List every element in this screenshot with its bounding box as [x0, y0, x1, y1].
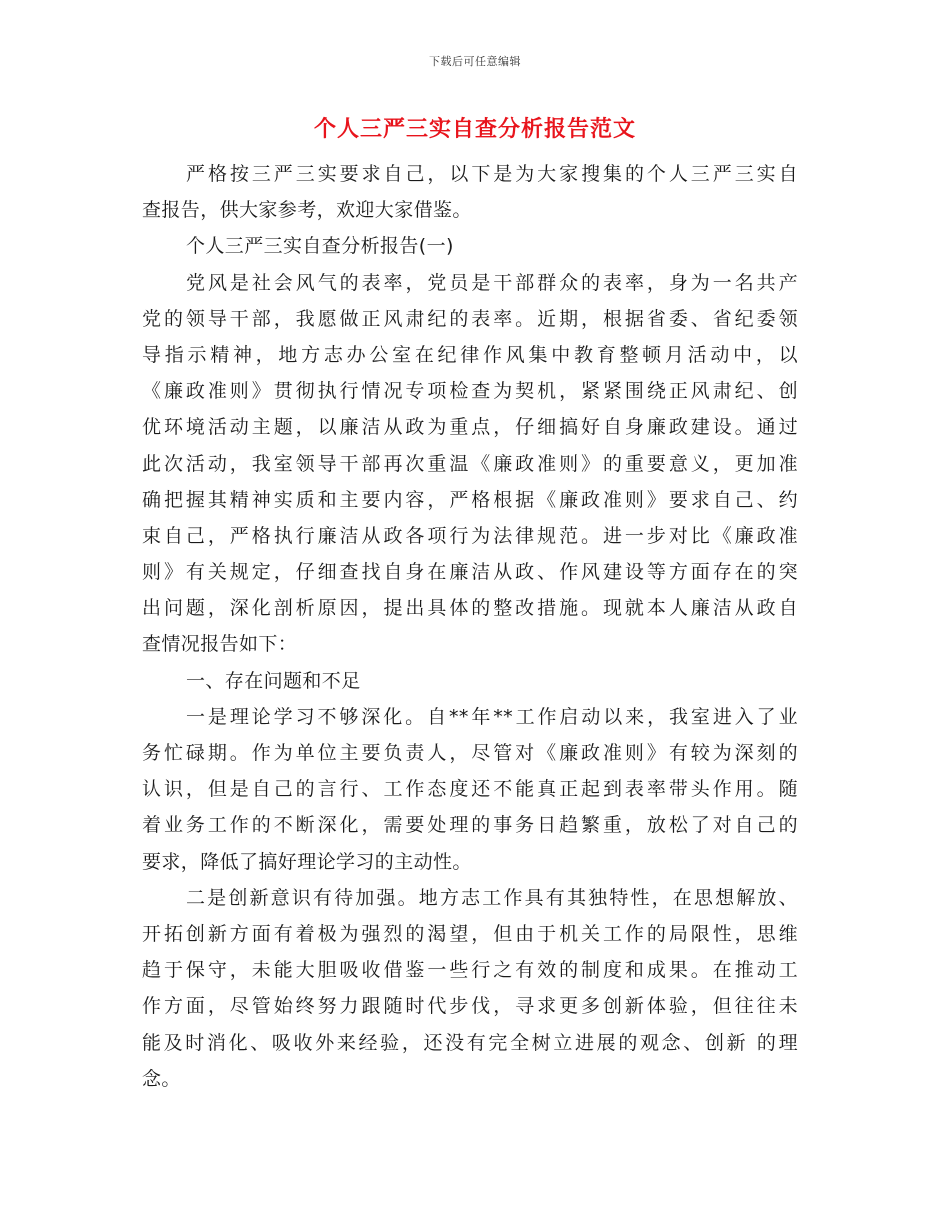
paragraph-line: 作方面，尽管始终努力跟随时代步伐，寻求更多创新体验，但往往未 [142, 995, 798, 1018]
paragraph-line: 一是理论学习不够深化。自**年**工作启动以来，我室进入了业 [186, 705, 798, 728]
paragraph-line: 念。 [142, 1067, 181, 1090]
paragraph-line: 党风是社会风气的表率，党员是干部群众的表率，身为一名共产 [186, 271, 798, 294]
paragraph-line: 束自己，严格执行廉洁从政各项行为法律规范。进一步对比《廉政准 [142, 524, 798, 547]
document-title: 个人三严三实自查分析报告范文 [313, 117, 636, 142]
section-heading: 一、存在问题和不足 [186, 669, 361, 692]
paragraph-line: 严格按三严三实要求自己，以下是为大家搜集的个人三严三实自 [186, 163, 798, 185]
paragraph-line: 优环境活动主题，以廉洁从政为重点，仔细搞好自身廉政建设。通过 [142, 416, 798, 439]
paragraph-line: 趋于保守，未能大胆吸收借鉴一些行之有效的制度和成果。在推动工 [142, 959, 798, 982]
paragraph-line: 则》有关规定，仔细查找自身在廉洁从政、作风建设等方面存在的突 [142, 561, 798, 584]
paragraph-line: 确把握其精神实质和主要内容，严格根据《廉政准则》要求自己、约 [142, 488, 798, 511]
paragraph-line: 导指示精神，地方志办公室在纪律作风集中教育整顿月活动中，以 [142, 343, 798, 366]
paragraph-line: 此次活动，我室领导干部再次重温《廉政准则》的重要意义，更加准 [142, 452, 798, 475]
paragraph-line: 查情况报告如下： [142, 633, 298, 656]
paragraph-line: 查报告，供大家参考，欢迎大家借鉴。 [142, 199, 472, 222]
paragraph-line: 开拓创新方面有着极为强烈的渴望，但由于机关工作的局限性，思维 [142, 922, 798, 945]
section-heading: 个人三严三实自查分析报告(一) [186, 235, 454, 258]
paragraph-line: 《廉政准则》贯彻执行情况专项检查为契机，紧紧围绕正风肃纪、创 [142, 380, 798, 403]
document-body [142, 156, 798, 1097]
paragraph-line: 着业务工作的不断深化，需要处理的事务日趋繁重，放松了对自己的 [142, 814, 798, 837]
paragraph-line: 出问题，深化剖析原因，提出具体的整改措施。现就本人廉洁从政自 [142, 597, 798, 620]
paragraph-line: 务忙碌期。作为单位主要负责人，尽管对《廉政准则》有较为深刻的 [142, 742, 798, 764]
paragraph-line: 党的领导干部，我愿做正风肃纪的表率。近期，根据省委、省纪委领 [142, 307, 798, 330]
paragraph-line: 认识，但是自己的言行、工作态度还不能真正起到表率带头作用。随 [142, 778, 798, 801]
paragraph-line: 要求，降低了搞好理论学习的主动性。 [142, 850, 472, 873]
page-header-note: 下载后可任意编辑 [429, 55, 521, 68]
paragraph-line: 能及时消化、吸收外来经验，还没有完全树立进展的观念、创新 的理 [142, 1031, 798, 1054]
paragraph-line: 二是创新意识有待加强。地方志工作具有其独特性，在思想解放、 [186, 886, 798, 909]
